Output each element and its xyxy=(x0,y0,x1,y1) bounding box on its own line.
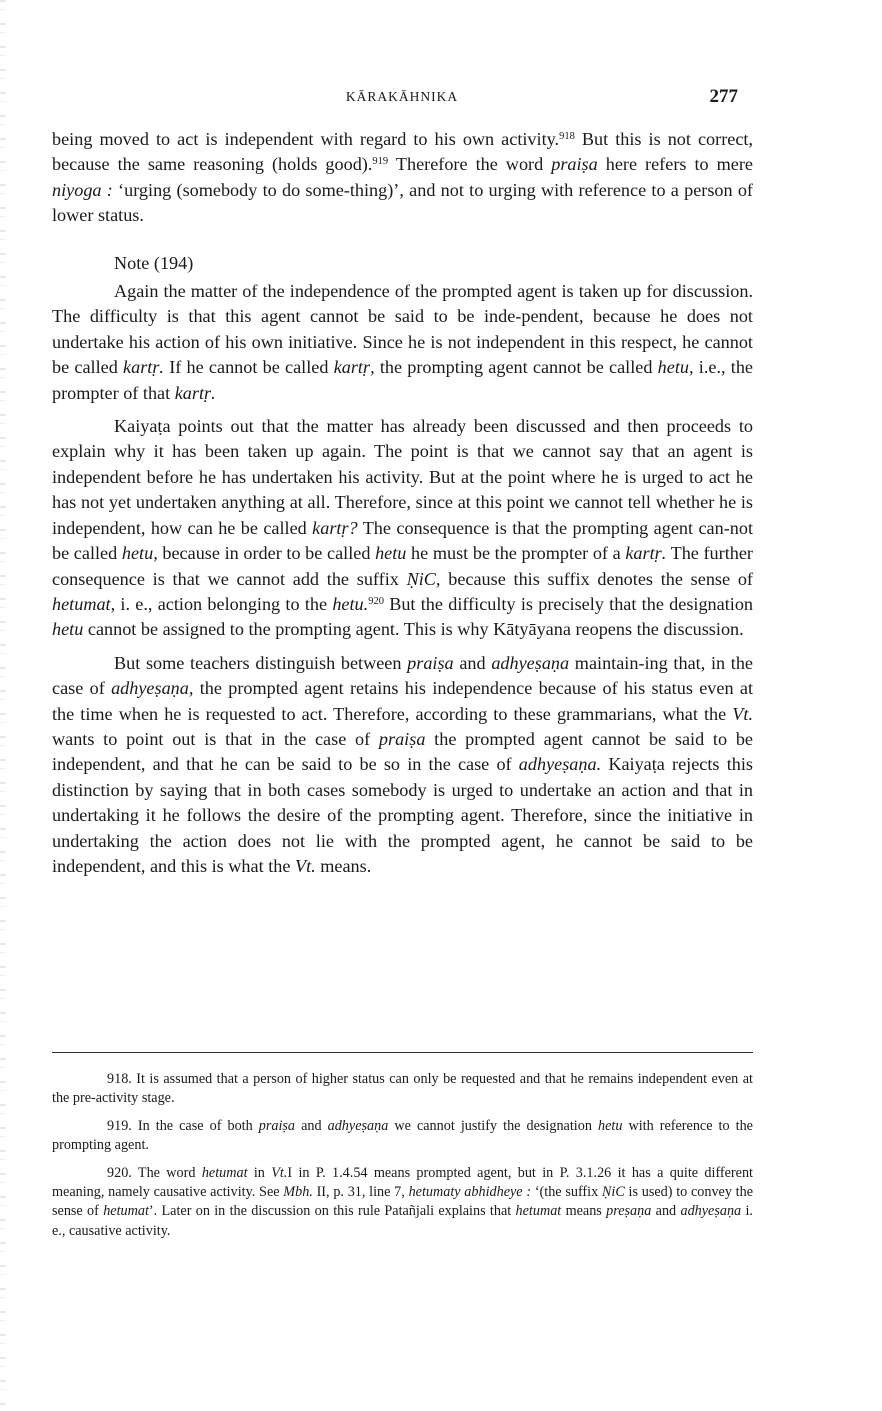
footnote-ref-918[interactable]: 918 xyxy=(559,131,575,142)
paragraph-continued: being moved to act is independent with regard to his own activity.$^{918}$ But this is not correct, because the same reasoning (holds good).$^{919}$ Therefore the word praiṣa here refers to mere niyoga : ‘urging (somebody to do some-thing)’, and not to urging with reference to a person of lower status. xyxy=(52,129,753,226)
paragraph-kaiyata: Kaiyaṭa points out that the matter has already been discussed and then proceeds to explain why it has been taken up again. The point is that we cannot say that an agent is independent before he has undertaken his activity. But at the point where he is urged to act he has not yet undertaken anything at all. Therefore, since at this point we cannot tell whether he is independent, how can he be called kartṛ? The consequence is that the prompting agent can-not be called hetu, because in order to be called hetu he must be the prompter of a kartṛ. The further consequence is that we cannot add the suffix ṆiC, because this suffix denotes the sense of hetumat, i. e., action belonging to the hetu.$^{920}$ But the difficulty is precisely that the designation hetu cannot be assigned to the prompting agent. This is why Kātyāyana reopens the discussion. xyxy=(52,416,754,640)
paragraph-note-194: Again the matter of the independence of the prompted agent is taken up for discussion. The difficulty is that this agent cannot be said to be inde-pendent, because he does not undertake his action of his own initiative. Since he is not independent in this respect, he cannot be called kartṛ. If he cannot be called kartṛ, the prompting agent cannot be called hetu, i.e., the prompter of that kartṛ. xyxy=(52,281,753,403)
footnotes xyxy=(52,1070,753,1249)
running-title: KĀRAKĀHNIKA xyxy=(345,89,459,104)
page-edge-scan-artifact xyxy=(0,0,6,1411)
footnote-ref-919[interactable]: 919 xyxy=(372,156,389,168)
page-number: 277 xyxy=(709,86,738,107)
footnote-divider xyxy=(52,1052,753,1053)
footnote-920: 920. The word hetumat in Vt.I in P. 1.4.54 means prompted agent, but in P. 3.1.26 it has a quite different meaning, namely causative activity. See Mbh. II, p. 31, line 7, hetumaty abhidheye : ‘(the suffix ṆiC is used) to convey the sense of hetumat’. Later on in the discussion on this rule Patañjali explains that hetumat means preṣaṇa and adhyeṣaṇa i. e., causative activity. xyxy=(52,1164,754,1239)
page-header xyxy=(52,86,752,112)
footnote-918: 918. It is assumed that a person of higher status can only be requested and that he remains independent even at the pre-activity stage. xyxy=(52,1071,753,1107)
main-text xyxy=(52,127,753,879)
footnote-919: 919. In the case of both praiṣa and adhyeṣaṇa we cannot justify the designation hetu with reference to the prompting agent. xyxy=(52,1117,753,1154)
note-heading: Note (194) xyxy=(114,252,194,273)
paragraph-some-teachers: But some teachers distinguish between praiṣa and adhyeṣaṇa maintain-ing that, in the case of adhyeṣaṇa, the prompted agent retains his independence because of his status even at the time when he is requested to act. Therefore, according to these grammarians, what the Vt. wants to point out is that in the case of praiṣa the prompted agent cannot be said to be independent, and that he can be said to be so in the case of adhyeṣaṇa. Kaiyaṭa rejects this distinction by saying that in both cases somebody is urged to undertake an action and that in undertaking it he follows the desire of the prompting agent. Therefore, since the initiative in undertaking the action does not lie with the prompted agent, he cannot be said to be independent, and this is what the Vt. means. xyxy=(52,652,754,876)
footnote-ref-920[interactable]: 920 xyxy=(368,595,384,607)
